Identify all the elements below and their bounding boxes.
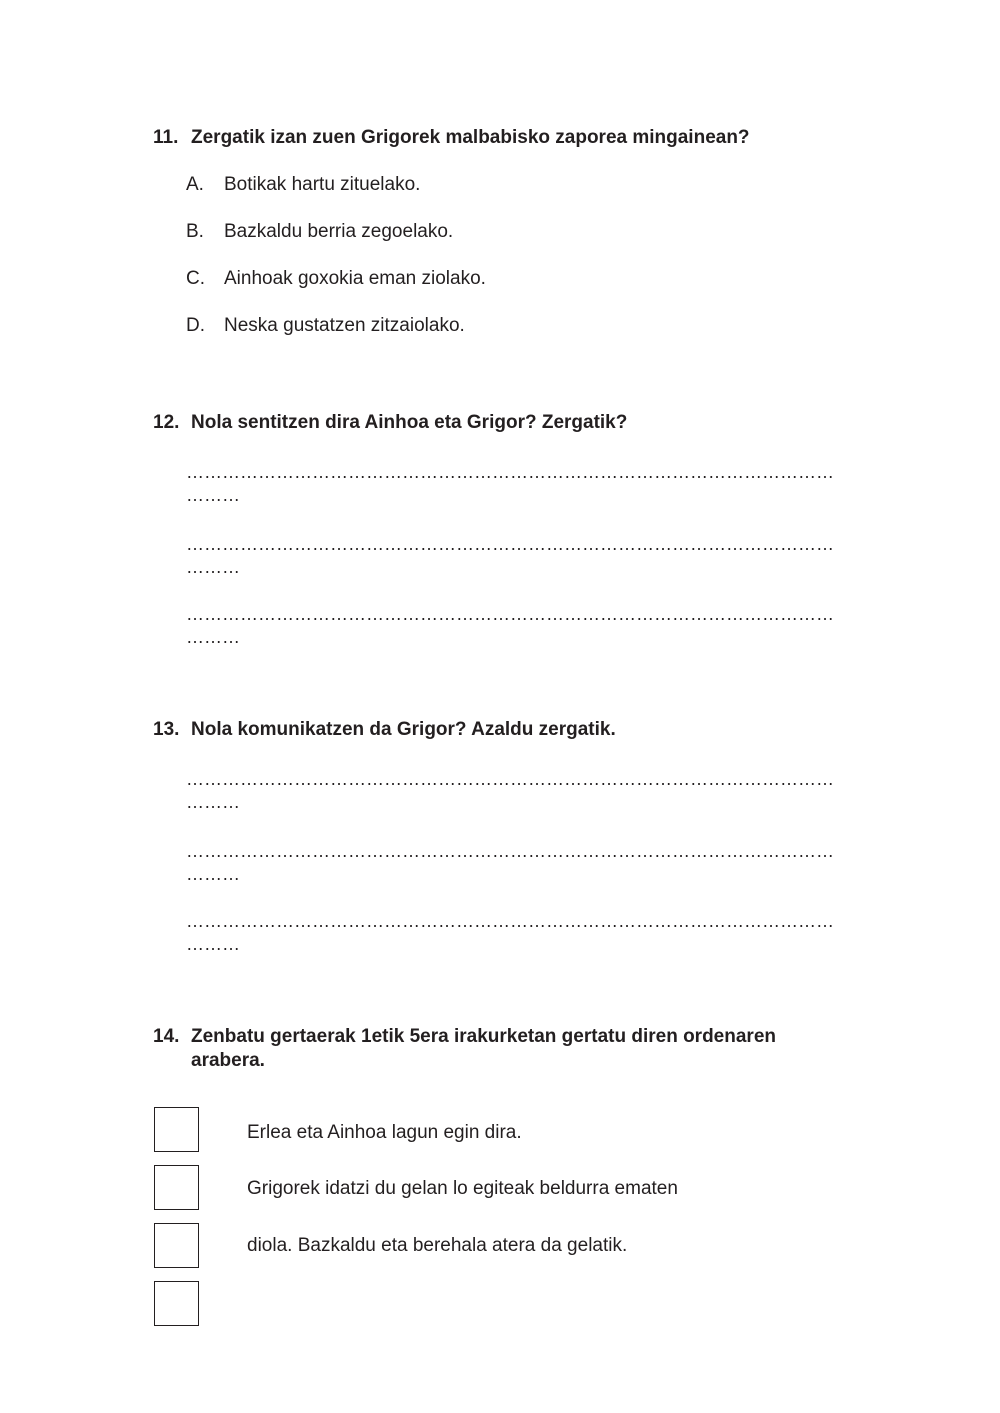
- question-11-text: Zergatik izan zuen Grigorek malbabisko zaporea mingainean?: [191, 127, 750, 148]
- option-b-text: Bazkaldu berria zegoelako.: [224, 221, 454, 242]
- order-checkbox-4[interactable]: [154, 1281, 199, 1326]
- answer-line-13-2[interactable]: ………………………………………………………………………………………………: [186, 841, 834, 861]
- answer-line-13-2-end: ………: [186, 864, 240, 884]
- question-11-number: 11.: [153, 127, 179, 148]
- option-a-letter: A.: [186, 174, 204, 195]
- answer-line-13-1[interactable]: ………………………………………………………………………………………………: [186, 769, 834, 789]
- answer-line-12-1-end: ………: [186, 485, 240, 505]
- option-c[interactable]: [186, 267, 486, 291]
- option-c-text: Ainhoak goxokia eman ziolako.: [224, 268, 486, 289]
- answer-line-12-2[interactable]: ………………………………………………………………………………………………: [186, 534, 834, 554]
- answer-line-12-2-end: ………: [186, 557, 240, 577]
- question-13-text: Nola komunikatzen da Grigor? Azaldu zergatik.: [191, 719, 616, 740]
- question-14-number: 14.: [153, 1026, 180, 1047]
- option-a-text: Botikak hartu zituelako.: [224, 174, 421, 195]
- statement-3: diola. Bazkaldu eta berehala atera da gelatik.: [247, 1235, 628, 1256]
- answer-line-13-1-end: ………: [186, 792, 240, 812]
- question-12-text: Nola sentitzen dira Ainhoa eta Grigor? Zergatik?: [191, 412, 628, 433]
- statement-1: Erlea eta Ainhoa lagun egin dira.: [247, 1122, 522, 1143]
- option-d[interactable]: [186, 314, 465, 338]
- option-b-letter: B.: [186, 221, 204, 242]
- option-a[interactable]: [186, 173, 420, 197]
- option-c-letter: C.: [186, 268, 205, 289]
- answer-line-13-3-end: ………: [186, 934, 240, 954]
- order-checkbox-2[interactable]: [154, 1165, 199, 1210]
- answer-line-13-3[interactable]: ………………………………………………………………………………………………: [186, 911, 834, 931]
- question-12-number: 12.: [153, 412, 180, 433]
- statement-2: Grigorek idatzi du gelan lo egiteak beldurra ematen: [247, 1178, 678, 1199]
- answer-line-12-3[interactable]: ………………………………………………………………………………………………: [186, 604, 834, 624]
- answer-line-12-1[interactable]: ………………………………………………………………………………………………: [186, 462, 834, 482]
- option-b[interactable]: [186, 220, 453, 244]
- question-13-number: 13.: [153, 719, 180, 740]
- question-14-text: Zenbatu gertaerak 1etik 5era irakurketan gertatu diren ordenaren arabera.: [191, 1026, 776, 1071]
- order-checkbox-1[interactable]: [154, 1107, 199, 1152]
- option-d-letter: D.: [186, 315, 205, 336]
- answer-line-12-3-end: ………: [186, 627, 240, 647]
- option-d-text: Neska gustatzen zitzaiolako.: [224, 315, 465, 336]
- order-checkbox-3[interactable]: [154, 1223, 199, 1268]
